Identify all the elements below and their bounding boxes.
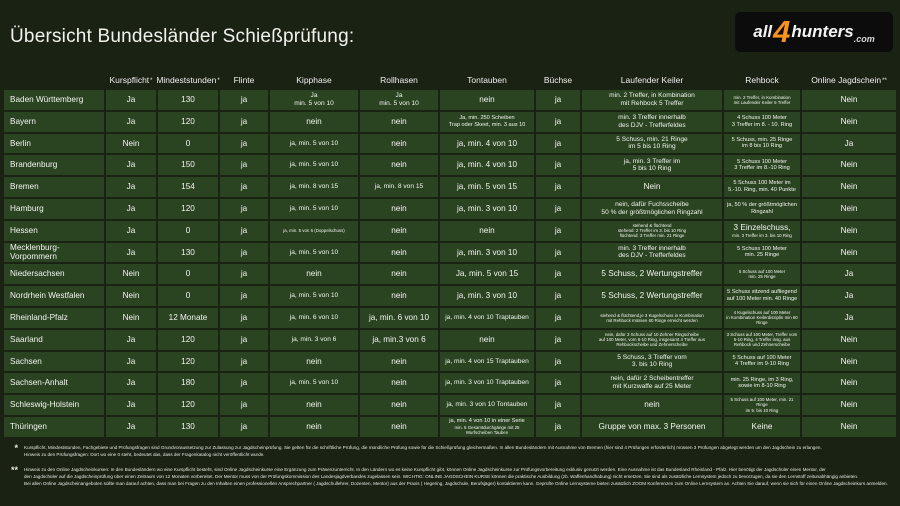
- cell-mindeststunden: 0: [158, 264, 218, 284]
- cell-online-jagdschein: Ja: [802, 308, 896, 328]
- cell-flinte: ja: [220, 395, 268, 415]
- cell-laufender-keiler: stehend & flüchtend stehend: 2 Treffer im 3. bis 10 Ring flüchtend: 3 Treffer min. 21 Ringe: [582, 221, 722, 241]
- cell-rollhasen: nein: [360, 134, 438, 154]
- cell-state-name: Brandenburg: [4, 155, 104, 175]
- logo-text-4: 4: [773, 13, 791, 49]
- cell-mindeststunden: 120: [158, 330, 218, 350]
- cell-flinte: ja: [220, 134, 268, 154]
- cell-mindeststunden: 120: [158, 395, 218, 415]
- cell-flinte: ja: [220, 286, 268, 306]
- cell-buechse: ja: [536, 330, 580, 350]
- cell-online-jagdschein: Nein: [802, 352, 896, 372]
- cell-tontauben: ja, min. 4 von 15 Traptauben: [440, 352, 534, 372]
- cell-buechse: ja: [536, 199, 580, 219]
- cell-flinte: ja: [220, 177, 268, 197]
- cell-kipphase: ja, min. 5 von 10: [270, 134, 358, 154]
- cell-tontauben: ja, min. 3 von 10 Tontauben: [440, 395, 534, 415]
- cell-kipphase: ja, min. 5 von 10: [270, 286, 358, 306]
- cell-flinte: ja: [220, 264, 268, 284]
- footnote-course-requirements: [8, 444, 894, 459]
- cell-laufender-keiler: 5 Schuss, 3 Treffer vom 3. bis 10 Ring: [582, 352, 722, 372]
- cell-online-jagdschein: Nein: [802, 395, 896, 415]
- cell-state-name: Saarland: [4, 330, 104, 350]
- states-table: [4, 72, 896, 437]
- column-header-kurspflicht: Kurspflicht *: [109, 75, 153, 85]
- cell-mindeststunden: 0: [158, 221, 218, 241]
- cell-rehbock: 4 Schuss 100 Meter 3 Treffer im 8. - 10. Ring: [724, 112, 800, 132]
- cell-online-jagdschein: Ja: [802, 286, 896, 306]
- cell-buechse: ja: [536, 286, 580, 306]
- cell-kurspflicht: Ja: [106, 352, 156, 372]
- cell-kurspflicht: Ja: [106, 112, 156, 132]
- cell-buechse: ja: [536, 155, 580, 175]
- cell-laufender-keiler: Nein: [582, 177, 722, 197]
- cell-online-jagdschein: Nein: [802, 373, 896, 393]
- cell-kipphase: nein: [270, 417, 358, 437]
- cell-rehbock: 5 Schuss 100 Meter 3 Treffer im 8.-10 Ring: [724, 155, 800, 175]
- cell-state-name: Thüringen: [4, 417, 104, 437]
- column-header-flinte: Flinte: [233, 75, 255, 85]
- cell-laufender-keiler: nein, dafür 2 Scheibentreffer mit Kurzwaffe auf 25 Meter: [582, 373, 722, 393]
- cell-tontauben: ja, min. 4 von 10 Traptauben: [440, 308, 534, 328]
- column-header-buechse: Büchse: [543, 75, 573, 85]
- cell-kipphase: ja, min. 6 von 10: [270, 308, 358, 328]
- cell-mindeststunden: 120: [158, 112, 218, 132]
- column-header-kipphase: Kipphase: [296, 75, 332, 85]
- cell-tontauben: ja, min. 3 von 10: [440, 286, 534, 306]
- cell-state-name: Hamburg: [4, 199, 104, 219]
- column-header-rollhasen: Rollhasen: [380, 75, 418, 85]
- cell-kipphase: ja, min. 5 von 10: [270, 199, 358, 219]
- cell-rehbock: 5 Schuss auf 100 Meter min. 25 Ringe: [724, 264, 800, 284]
- cell-tontauben: nein: [440, 221, 534, 241]
- cell-state-name: Niedersachsen: [4, 264, 104, 284]
- cell-laufender-keiler: min. 3 Treffer innerhalb des DJV - Trefferfeldes: [582, 243, 722, 263]
- cell-buechse: ja: [536, 417, 580, 437]
- cell-rehbock: 5 Schuss auf 100 Meter, min. 21 Ringe im 5. bis 10 Ring: [724, 395, 800, 415]
- cell-mindeststunden: 130: [158, 90, 218, 110]
- cell-kipphase: ja, min. 8 von 15: [270, 177, 358, 197]
- cell-flinte: ja: [220, 308, 268, 328]
- cell-online-jagdschein: Nein: [802, 417, 896, 437]
- cell-kurspflicht: Nein: [106, 264, 156, 284]
- cell-tontauben: Ja, min. 5 von 15: [440, 264, 534, 284]
- cell-laufender-keiler: min. 2 Treffer, in Kombination mit Rehbock 5 Treffer: [582, 90, 722, 110]
- cell-kurspflicht: Ja: [106, 243, 156, 263]
- cell-kurspflicht: Ja: [106, 177, 156, 197]
- cell-rollhasen: nein: [360, 221, 438, 241]
- column-header-laufender-keiler: Laufender Keiler: [620, 75, 684, 85]
- cell-mindeststunden: 180: [158, 373, 218, 393]
- cell-mindeststunden: 150: [158, 155, 218, 175]
- cell-buechse: ja: [536, 221, 580, 241]
- cell-rehbock: 3 Schuss auf 100 Meter, Treffer vom 5-10 Ring, 4 Treffer insg. aus Rehbock und Zehnerscheibe: [724, 330, 800, 350]
- cell-laufender-keiler: ja, min. 3 Treffer im 5 bis 10 Ring: [582, 155, 722, 175]
- cell-rehbock: Keine: [724, 417, 800, 437]
- cell-online-jagdschein: Nein: [802, 177, 896, 197]
- logo-text-all: all: [753, 22, 773, 41]
- cell-kurspflicht: Ja: [106, 417, 156, 437]
- cell-rehbock: 3 Einzelschuss, min. 3 Treffer im 3. bis 10 Ring: [724, 221, 800, 241]
- cell-online-jagdschein: Nein: [802, 90, 896, 110]
- cell-online-jagdschein: Nein: [802, 243, 896, 263]
- cell-mindeststunden: 0: [158, 134, 218, 154]
- footnote-online-courses: [8, 466, 894, 488]
- cell-mindeststunden: 130: [158, 417, 218, 437]
- cell-flinte: ja: [220, 199, 268, 219]
- cell-tontauben: Ja, min. 250 Scheiben Trap oder Skeet, min. 3 aus 10: [440, 112, 534, 132]
- cell-flinte: ja: [220, 221, 268, 241]
- footnote-marker-1: *: [14, 443, 18, 453]
- cell-buechse: ja: [536, 308, 580, 328]
- footnotes: [8, 444, 894, 495]
- cell-flinte: ja: [220, 373, 268, 393]
- cell-rollhasen: nein: [360, 243, 438, 263]
- cell-kurspflicht: Ja: [106, 199, 156, 219]
- cell-rollhasen: nein: [360, 352, 438, 372]
- cell-rehbock: min. 25 Ringe, im 3 Ring, sowie im 8-10 Ring: [724, 373, 800, 393]
- cell-state-name: Hessen: [4, 221, 104, 241]
- cell-rehbock: 5 Schuss 100 Meter min. 25 Ringe: [724, 243, 800, 263]
- cell-laufender-keiler: 5 Schuss, 2 Wertungstreffer: [582, 286, 722, 306]
- cell-laufender-keiler: 5 Schuss, 2 Wertungstreffer: [582, 264, 722, 284]
- logo-text-hunters: hunters: [791, 22, 854, 41]
- cell-online-jagdschein: Nein: [802, 155, 896, 175]
- cell-laufender-keiler: 5 Schuss, min. 21 Ringe im 5 bis 10 Ring: [582, 134, 722, 154]
- cell-buechse: ja: [536, 352, 580, 372]
- cell-rollhasen: nein: [360, 417, 438, 437]
- cell-kurspflicht: Ja: [106, 395, 156, 415]
- cell-state-name: Baden Württemberg: [4, 90, 104, 110]
- cell-tontauben: ja, min. 3 von 10 Traptauben: [440, 373, 534, 393]
- cell-rollhasen: nein: [360, 112, 438, 132]
- cell-laufender-keiler: nein: [582, 395, 722, 415]
- cell-state-name: Berlin: [4, 134, 104, 154]
- cell-tontauben: nein: [440, 330, 534, 350]
- page-title: Übersicht Bundesländer Schießprüfung:: [10, 26, 355, 47]
- cell-buechse: ja: [536, 177, 580, 197]
- cell-tontauben: ja, min. 4 von 10: [440, 155, 534, 175]
- column-header-tontauben: Tontauben: [467, 75, 507, 85]
- cell-kipphase: nein: [270, 352, 358, 372]
- cell-online-jagdschein: Nein: [802, 199, 896, 219]
- cell-kurspflicht: Nein: [106, 134, 156, 154]
- cell-mindeststunden: 130: [158, 243, 218, 263]
- cell-kurspflicht: Ja: [106, 373, 156, 393]
- cell-rollhasen: ja, min. 6 von 10: [360, 308, 438, 328]
- cell-laufender-keiler: nein, dafür Fuchsscheibe 50 % der größtmöglichen Ringzahl: [582, 199, 722, 219]
- cell-buechse: ja: [536, 243, 580, 263]
- cell-kipphase: ja, min. 5 von 10: [270, 243, 358, 263]
- cell-tontauben: ja, min. 4 von 10: [440, 134, 534, 154]
- cell-state-name: Sachsen: [4, 352, 104, 372]
- cell-tontauben: ja, min. 5 von 15: [440, 177, 534, 197]
- cell-mindeststunden: 120: [158, 199, 218, 219]
- cell-kipphase: ja, min. 5 von 10: [270, 373, 358, 393]
- cell-rehbock: 5 Schuss, min. 25 Ringe im 8 bis 10 Ring: [724, 134, 800, 154]
- footnote-text-2: Hinweis zu den Online Jagdscheinkursen: In den Bundesländern wo eine Kurspflicht besteht, sind Online Jagdscheinkurse eine Ergänzung zum Präsenzunterricht. In den Ländern wo es keine Kurspflicht gibt, können Online Jagdscheinkurse zur Prüfungsvorbereitung exklusiv genutzt werden. Eine Ausnahme ist das Bundesland Rheinland - Pfalz. Hier benötigt der Jagdschüler einen Mentor, der den Jagdschüler auf die Jagdscheinprüfung über einen Zeitraum von 12 Monaten vorbereitet. Der Mentor muss von der Prüfungskommission des Landesjagdverbandes zugelassen sein. WICHTIG: ONLINE JAGDSCHEIN KURSE können die praktische Ausbildung (zb. Waffenhandhabung) nicht ersetzen. Sie sind als zusätzliche Lernsystem jedoch zu bevorzugen, da sie den Lernstoff zeitunabhängig anbieten. Bei allen Online Jagdscheinangeboten sollte man darauf achten, dass man bei Fragen zu den Inhalten einen professionellen Ansprechpartner ( Jagdschullehrer, Dozenten, Mentor) aus der Praxis ( Hegering, Jagdschule, Berufsjäger) kontaktieren kann. Geprüfte Online Lernsysteme bieten zusätzlich ZOOM Konferenzen zum Online Lernsystem an. Achten Sie darauf, wenn sie sich für einen Online Jagdscheinkurs anmelden.: [24, 466, 888, 487]
- cell-kipphase: nein: [270, 395, 358, 415]
- cell-kurspflicht: Ja: [106, 330, 156, 350]
- cell-rehbock: 5 Schuss sitzend aufliegend auf 100 Meter min. 40 Ringe: [724, 286, 800, 306]
- cell-kipphase: ja, min. 5 von 10: [270, 155, 358, 175]
- cell-flinte: ja: [220, 330, 268, 350]
- all4hunters-logo: [735, 12, 893, 52]
- cell-rollhasen: ja, min. 8 von 15: [360, 177, 438, 197]
- cell-buechse: ja: [536, 395, 580, 415]
- cell-state-name: Mecklenburg-Vorpommern: [4, 243, 104, 263]
- cell-kipphase: ja, min. 5 von 6 (Doppelschuss): [270, 221, 358, 241]
- cell-flinte: ja: [220, 417, 268, 437]
- header-spacer: [4, 72, 104, 88]
- cell-buechse: ja: [536, 90, 580, 110]
- cell-rehbock: 5 Schuss auf 100 Meter 4 Treffer im 9-10 Ring: [724, 352, 800, 372]
- cell-flinte: ja: [220, 112, 268, 132]
- cell-kipphase: nein: [270, 264, 358, 284]
- cell-online-jagdschein: Ja: [802, 134, 896, 154]
- cell-online-jagdschein: Nein: [802, 221, 896, 241]
- cell-rollhasen: ja, min.3 von 6: [360, 330, 438, 350]
- cell-kurspflicht: Ja: [106, 90, 156, 110]
- cell-kipphase: ja, min. 3 von 6: [270, 330, 358, 350]
- cell-mindeststunden: 12 Monate: [158, 308, 218, 328]
- cell-rehbock: 4 Kugelschuss auf 100 Meter in Kombination Keilerdisziplin min 60 Ringe: [724, 308, 800, 328]
- cell-buechse: ja: [536, 134, 580, 154]
- column-header-mindeststunden: Mindeststunden *: [156, 75, 220, 85]
- cell-online-jagdschein: Nein: [802, 112, 896, 132]
- cell-rollhasen: nein: [360, 373, 438, 393]
- cell-rollhasen: nein: [360, 155, 438, 175]
- cell-rollhasen: nein: [360, 264, 438, 284]
- cell-kurspflicht: Ja: [106, 221, 156, 241]
- cell-state-name: Nordrhein Westfalen: [4, 286, 104, 306]
- cell-state-name: Bayern: [4, 112, 104, 132]
- cell-laufender-keiler: Gruppe von max. 3 Personen: [582, 417, 722, 437]
- cell-rollhasen: nein: [360, 286, 438, 306]
- cell-buechse: ja: [536, 373, 580, 393]
- cell-rehbock: min. 2 Treffer, in Kombination mit Laufender Keiler 5 Treffer: [724, 90, 800, 110]
- cell-tontauben: ja, min. 3 von 10: [440, 199, 534, 219]
- cell-state-name: Sachsen-Anhalt: [4, 373, 104, 393]
- cell-rollhasen: Ja min. 5 von 10: [360, 90, 438, 110]
- cell-laufender-keiler: stehend & flüchtend,je 3 Kugelschuss in Kombination mit Rehbock müssen 60 Ringe erreicht werden: [582, 308, 722, 328]
- cell-kurspflicht: Ja: [106, 155, 156, 175]
- cell-flinte: ja: [220, 90, 268, 110]
- cell-flinte: ja: [220, 155, 268, 175]
- cell-laufender-keiler: min. 3 Treffer innerhalb des DJV - Trefferfeldes: [582, 112, 722, 132]
- cell-flinte: ja: [220, 352, 268, 372]
- cell-laufender-keiler: nein, dafür 3 Schuss auf 10 Zehner Ringscheibe auf 100 Meter, vom 6-10 Ring, insgesamt 4 Treffer aus Rehbockscheibe und Zehnerscheibe: [582, 330, 722, 350]
- footnote-text-1: Kurspflicht, Mindeststunden, Fachgebiete und Prüfungsfragen sind Grundvoraussetzung zur Zulassung zur Jagdscheinprüfung. Sie gelten für die schriftliche Prüfung, die mündliche Prüfung sowie für die Schießprüfung gleichermaßen. In allen Bundesländern mit Ausnahme von Bremen (hier sind 4 Prüfungen erforderlich) müssen 3 Prüfungen abgelegt werden um den Jagdschein zu erlangen. Hinweis zu den Prüfungsfragen: Dort wo eine 0 steht, bedeutet das, dass der Fragenkatalog nicht veröffentlicht wurde.: [24, 445, 822, 458]
- cell-mindeststunden: 120: [158, 352, 218, 372]
- cell-rollhasen: nein: [360, 395, 438, 415]
- footnote-marker-2: **: [10, 464, 18, 475]
- cell-buechse: ja: [536, 264, 580, 284]
- cell-rehbock: 5 Schuss 100 Meter im 5.-10. Ring, min. 40 Punkte: [724, 177, 800, 197]
- cell-state-name: Schleswig-Holstein: [4, 395, 104, 415]
- cell-kipphase: Ja min. 5 von 10: [270, 90, 358, 110]
- cell-online-jagdschein: Nein: [802, 330, 896, 350]
- logo-text-com: .com: [853, 34, 875, 44]
- cell-tontauben: ja, min. 4 von 10 in einer Serie min. 5 Gesamtdurchgänge mit 25 Wurfscheiben Tauben: [440, 417, 534, 437]
- cell-mindeststunden: 154: [158, 177, 218, 197]
- cell-mindeststunden: 0: [158, 286, 218, 306]
- cell-state-name: Rheinland-Pfalz: [4, 308, 104, 328]
- cell-rollhasen: nein: [360, 199, 438, 219]
- cell-state-name: Bremen: [4, 177, 104, 197]
- cell-tontauben: nein: [440, 90, 534, 110]
- cell-flinte: ja: [220, 243, 268, 263]
- column-header-rehbock: Rehbock: [745, 75, 779, 85]
- cell-rehbock: ja, 50 % der größtmöglichen Ringzahl: [724, 199, 800, 219]
- column-header-online-jagdschein: Online Jagdschein **: [811, 75, 887, 85]
- cell-kurspflicht: Nein: [106, 308, 156, 328]
- cell-kipphase: nein: [270, 112, 358, 132]
- cell-online-jagdschein: Ja: [802, 264, 896, 284]
- cell-buechse: ja: [536, 112, 580, 132]
- cell-tontauben: ja, min. 3 von 10: [440, 243, 534, 263]
- cell-kurspflicht: Nein: [106, 286, 156, 306]
